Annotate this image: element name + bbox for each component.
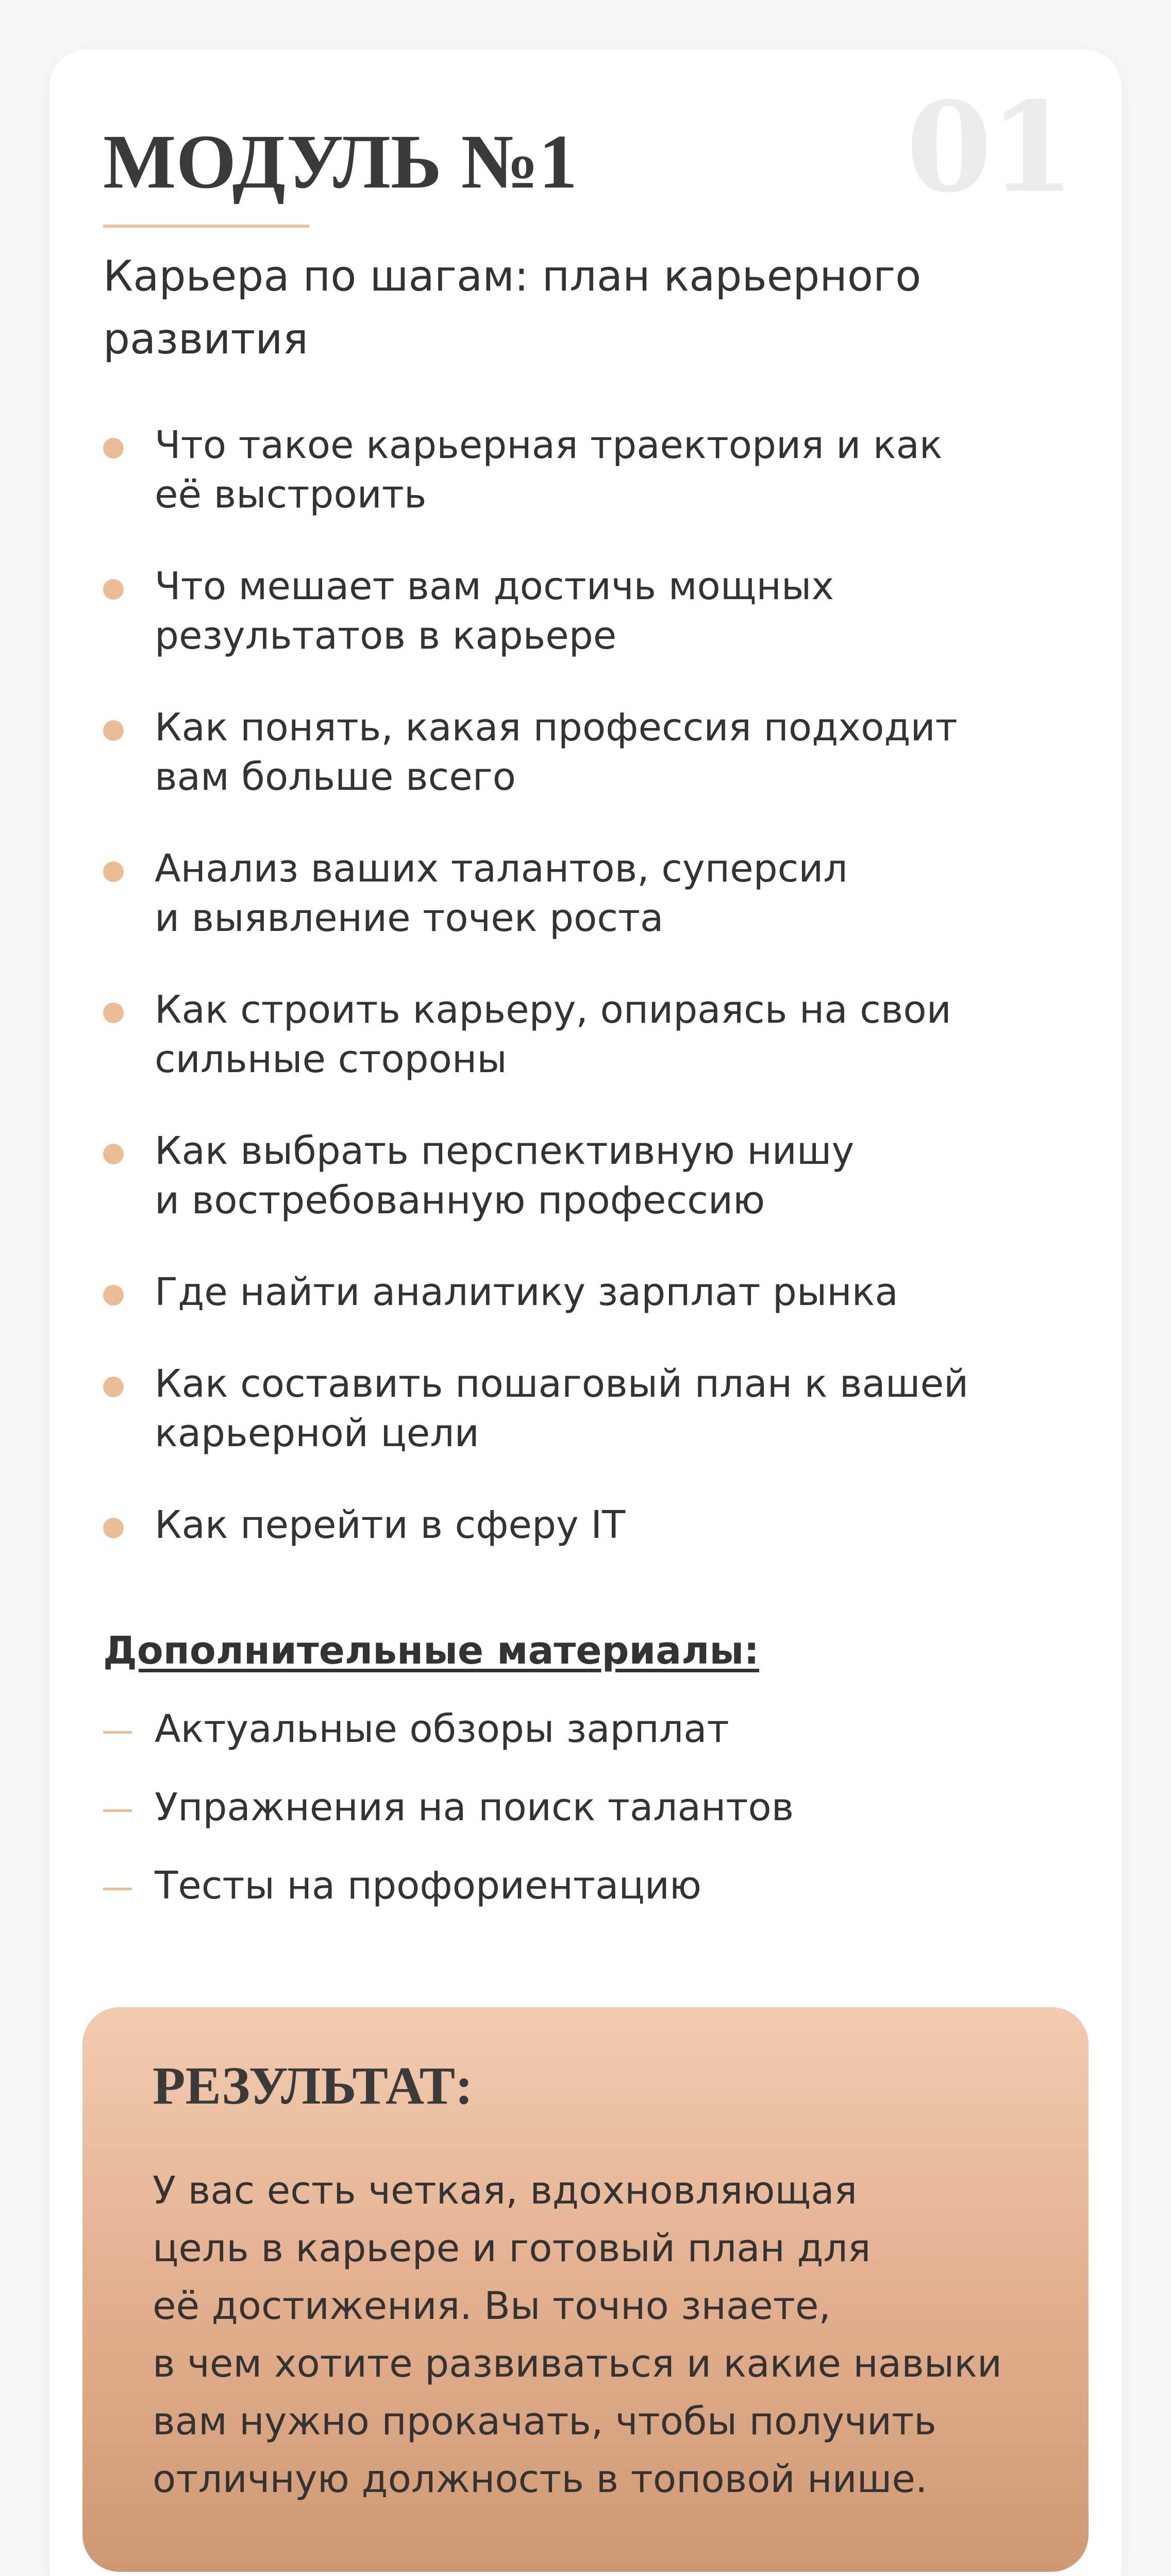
- topic-item: [103, 562, 1082, 660]
- result-line: её достижения. Вы точно знаете,: [153, 2284, 831, 2328]
- subtitle-line: развития: [103, 315, 308, 364]
- bullet-dot-icon: [103, 579, 124, 600]
- module-card: [49, 49, 1122, 2576]
- topic-item: [103, 1267, 1082, 1317]
- bullet-dot-icon: [103, 720, 124, 741]
- topic-line: и выявление точек роста: [155, 896, 664, 940]
- topic-line: результатов в карьере: [155, 614, 617, 658]
- dash-bullet-icon: [103, 1809, 132, 1812]
- topic-item: [103, 1500, 1082, 1550]
- title-underline: [103, 225, 309, 228]
- topic-line: Что такое карьерная траектория и как: [155, 423, 943, 467]
- topic-item: [103, 420, 1082, 519]
- bullet-dot-icon: [103, 438, 124, 459]
- result-line: цель в карьере и готовый план для: [153, 2226, 871, 2270]
- topic-line: Где найти аналитику зарплат рынка: [155, 1270, 898, 1314]
- extras-heading: Дополнительные материалы:: [103, 1629, 759, 1673]
- result-box: [82, 2007, 1089, 2572]
- topic-item: [103, 1359, 1082, 1458]
- module-number-watermark: 01: [906, 75, 1072, 220]
- extras-item: [103, 1861, 1082, 1910]
- topic-line: Как выбрать перспективную нишу: [155, 1129, 855, 1173]
- topic-line: Как понять, какая профессия подходит: [155, 705, 958, 750]
- topic-line: Анализ ваших талантов, суперсил: [155, 846, 848, 891]
- bullet-dot-icon: [103, 1377, 124, 1397]
- bullet-dot-icon: [103, 1518, 124, 1538]
- result-line: в чем хотите развиваться и какие навыки: [153, 2342, 1002, 2386]
- extras-item-label: Актуальные обзоры зарплат: [155, 1707, 729, 1751]
- topic-line: сильные стороны: [155, 1037, 507, 1081]
- topic-line: Как составить пошаговый план к вашей: [155, 1362, 969, 1406]
- result-title: РЕЗУЛЬТАТ:: [153, 2056, 473, 2115]
- topic-line: её выстроить: [155, 472, 427, 517]
- module-title: МОДУЛЬ №1: [103, 119, 578, 205]
- topics-list: [103, 420, 1082, 1592]
- extras-list: [103, 1704, 1082, 1939]
- topic-item: [103, 1126, 1082, 1225]
- dash-bullet-icon: [103, 1731, 132, 1734]
- bullet-dot-icon: [103, 861, 124, 882]
- module-subtitle: [103, 245, 1082, 371]
- topic-line: Что мешает вам достичь мощных: [155, 564, 834, 608]
- result-text: [153, 2162, 1039, 2508]
- subtitle-line: Карьера по шагам: план карьерного: [103, 252, 922, 301]
- bullet-dot-icon: [103, 1285, 124, 1306]
- extras-item-label: Упражнения на поиск талантов: [155, 1785, 794, 1829]
- extras-item-label: Тесты на профориентацию: [155, 1863, 702, 1908]
- dash-bullet-icon: [103, 1888, 132, 1890]
- topic-item: [103, 844, 1082, 943]
- result-line: вам нужно прокачать, чтобы получить: [153, 2399, 936, 2444]
- bullet-dot-icon: [103, 1144, 124, 1164]
- topic-line: и востребованную профессию: [155, 1178, 765, 1223]
- extras-item: [103, 1783, 1082, 1832]
- bullet-dot-icon: [103, 1003, 124, 1023]
- topic-line: карьерной цели: [155, 1411, 479, 1455]
- topic-item: [103, 985, 1082, 1084]
- result-line: У вас есть четкая, вдохновляющая: [153, 2168, 857, 2213]
- topic-item: [103, 703, 1082, 802]
- topic-line: Как перейти в сферу IT: [155, 1503, 626, 1547]
- extras-item: [103, 1704, 1082, 1754]
- topic-line: вам больше всего: [155, 755, 516, 799]
- result-line: отличную должность в топовой нише.: [153, 2457, 928, 2501]
- topic-line: Как строить карьеру, опираясь на свои: [155, 988, 951, 1032]
